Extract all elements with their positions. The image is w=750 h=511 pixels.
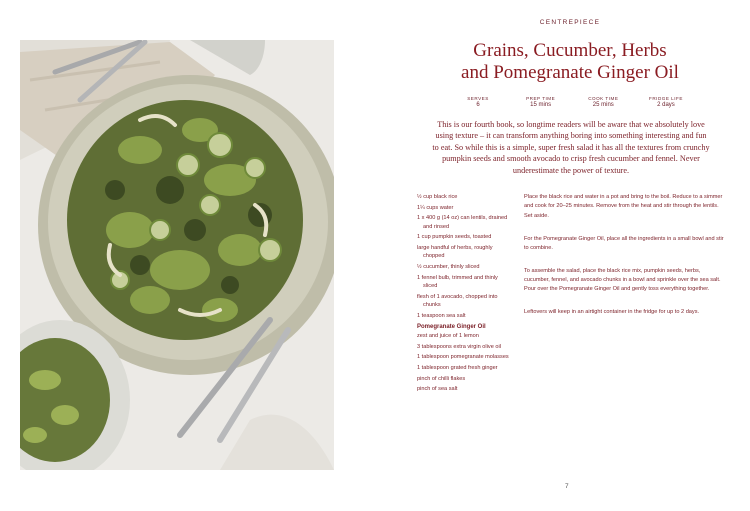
- ingredient-item: pinch of chilli flakes: [417, 375, 466, 382]
- stat-prep-time: [510, 96, 572, 108]
- ingredient-list: [417, 193, 513, 320]
- ingredient-item: 1 x 400 g (14 oz) can lentils, drained and rinsed: [417, 215, 508, 230]
- ingredient-item: ½ cup black rice: [417, 194, 458, 200]
- stat-value: 15 mins: [530, 102, 552, 108]
- ingredient-item: flesh of 1 avocado, chopped into chunks: [417, 293, 498, 308]
- salad-photo: [20, 40, 334, 470]
- stat-value: 2 days: [657, 102, 675, 108]
- method-step: To assemble the salad, place the black rice mix, pumpkin seeds, herbs, cucumber, fennel, and avocado chunks in a bowl and sprinkle over the sea salt. Pour over the Pomegranate Ginger Oil and gently toss everything together.: [524, 267, 721, 293]
- stat-value: 25 mins: [592, 102, 614, 108]
- stat-label: FRIDGE LIFE: [649, 96, 683, 101]
- method-column: [524, 193, 724, 331]
- recipe-intro: This is our fourth book, so longtime readers will be aware that we absolutely love using texture – it can transform anything boring into something interesting and fun to eat. So while this is a simple, super fresh salad it has all the textures from crunchy pumpkin seeds and smooth avocado to crisp fresh cucumber and fennel. Never underestimate the power of texture.: [432, 120, 710, 175]
- oil-subheading: Pomegranate Ginger Oil: [417, 323, 486, 330]
- method-step: Place the black rice and water in a pot and bring to the boil. Reduce to a simmer and cook for 20–25 minutes. Remove from the heat and stir through the lentils. Set aside.: [524, 194, 723, 219]
- stat-label: PREP TIME: [526, 96, 556, 101]
- ingredient-item: 1 tablespoon grated fresh ginger: [417, 365, 498, 372]
- stat-cook-time: [572, 96, 634, 108]
- method-step: For the Pomegranate Ginger Oil, place all the ingredients in a small bowl and stir to combine.: [524, 235, 724, 251]
- recipe-title: [400, 40, 740, 84]
- recipe-title-line-1: Grains, Cucumber, Herbs: [473, 40, 667, 61]
- ingredient-item: 1 cup pumpkin seeds, toasted: [417, 234, 492, 241]
- stat-serves: [447, 96, 509, 108]
- ingredient-item: 1 tablespoon pomegranate molasses: [417, 354, 509, 361]
- oil-ingredient-list: [417, 332, 513, 394]
- stat-fridge-life: [635, 96, 697, 108]
- method-step: Leftovers will keep in an airtight container in the fridge for up to 2 days.: [524, 309, 700, 316]
- salad-illustration: [20, 40, 334, 470]
- stat-label: COOK TIME: [588, 96, 619, 101]
- ingredient-item: large handful of herbs, roughly chopped: [417, 245, 493, 260]
- recipe-title-line-2: and Pomegranate Ginger Oil: [461, 62, 679, 83]
- ingredients-column: [417, 193, 513, 396]
- ingredient-item: ½ cucumber, thinly sliced: [417, 264, 480, 271]
- stat-value: 6: [476, 102, 480, 108]
- ingredient-item: 1¼ cups water: [417, 204, 454, 211]
- ingredient-item: 1 fennel bulb, trimmed and thinly sliced: [417, 274, 498, 290]
- recipe-stats: [447, 96, 697, 108]
- page-number: 7: [565, 483, 569, 490]
- section-kicker: CENTREPIECE: [539, 19, 601, 26]
- ingredient-item: 3 tablespoons extra virgin olive oil: [417, 343, 501, 350]
- stat-label: SERVES: [467, 96, 489, 101]
- ingredient-item: zest and juice of 1 lemon: [417, 332, 479, 339]
- ingredient-item: pinch of sea salt: [417, 386, 458, 393]
- ingredient-item: 1 teaspoon sea salt: [417, 312, 466, 319]
